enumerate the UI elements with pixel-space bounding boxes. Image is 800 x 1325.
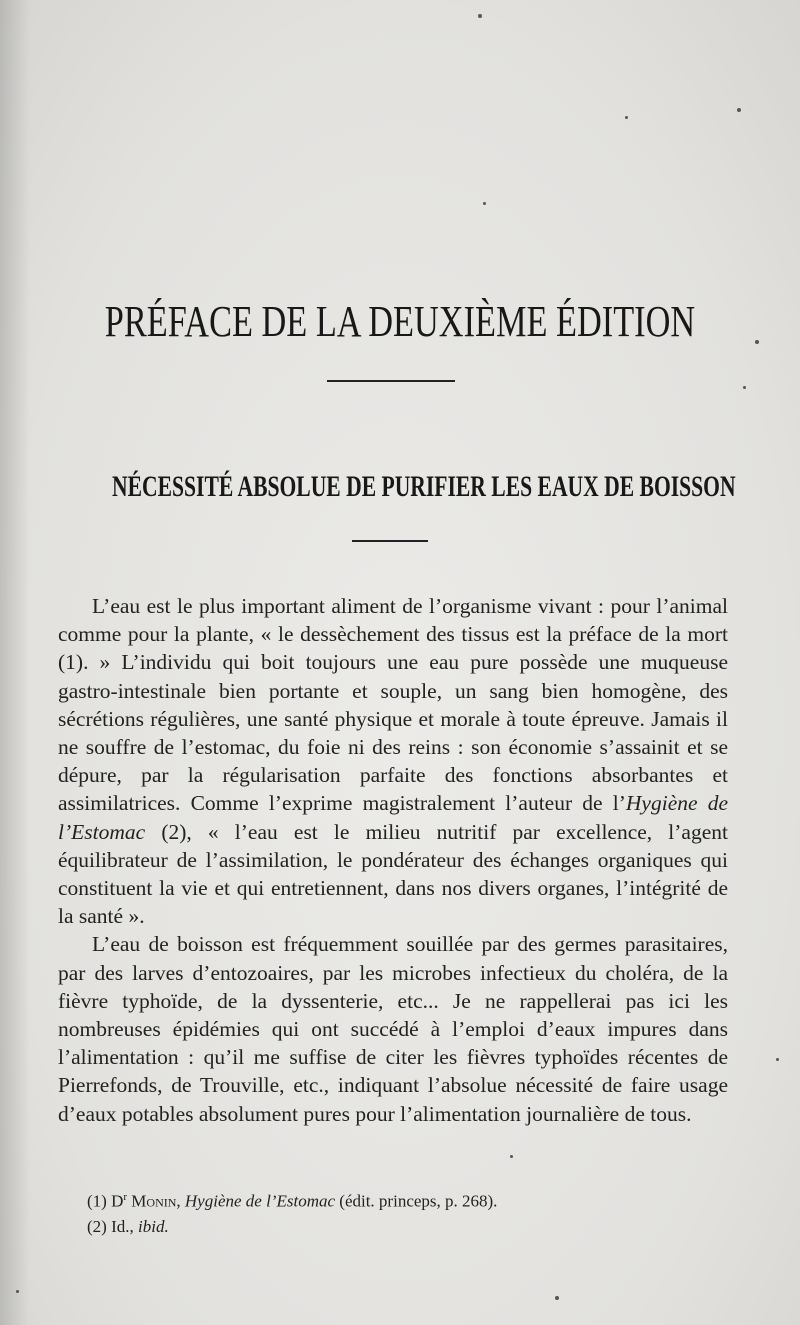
paragraph-2-text: L’eau de boisson est fréquemment souillée par des germes parasitaires, par des larves d’entozoaires, par les microbes infectieux du choléra, de la fièvre typhoïde, de la dyssenterie, etc... Je ne rappellerai pas ici les nombreuses épidémies qui ont succédé à l’emploi d’eaux impures dans l’alimentation : qu’il me suffise de citer les fièvres typhoïdes récentes de Pierrefonds, de Trouville, etc., indiquant l’absolue nécessité de faire usage d’eaux potables absolument pures pour l’alimentation journalière de tous. (58, 932, 728, 1126)
footnote-1: (1) $D^r$ Monin, Hygiène de l’Estomac (édit. princeps, p. 268). (87, 1191, 498, 1211)
footnote-1-author-sup: r (123, 1191, 128, 1203)
footnote-1-author-name: Monin (131, 1191, 177, 1211)
footnote-2-ibid: ibid. (138, 1216, 169, 1236)
body-text (58, 592, 728, 1128)
print-speck (776, 1058, 779, 1061)
footnote-2-ref: Id., (111, 1216, 134, 1236)
print-speck (16, 1290, 19, 1293)
footnote-2 (87, 1214, 747, 1239)
page-title: PRÉFACE DE LA DEUXIÈME ÉDITION (104, 297, 696, 346)
print-speck (555, 1296, 559, 1300)
print-speck (483, 202, 486, 205)
page-edge-shadow (0, 0, 30, 1325)
print-speck (510, 1155, 513, 1158)
section-heading: NÉCESSITÉ ABSOLUE DE PURIFIER LES EAUX DE BOISSON (112, 470, 736, 503)
paragraph-1-text-a: L’eau est le plus important aliment de l’organisme vivant : pour l’animal comme pour la plante, « le dessèchement des tissus est la préface de la mort (1). » L’individu qui boit toujours une eau pure possède une muqueuse gastro-intestinale bien portante et souple, un sang bien homogène, des sécrétions régulières, une santé physique et morale à toute épreuve. Jamais il ne souffre de l’estomac, du foie ni des reins : son économie s’assainit et se dépure, par la régularisation parfaite des fonctions absorbantes et assimilatrices. Comme l’exprime magistralement l’auteur de l’ (58, 594, 728, 816)
print-speck (743, 386, 746, 389)
footnote-1-marker: (1) (87, 1191, 107, 1211)
print-speck (755, 340, 759, 344)
print-speck (478, 14, 482, 18)
footnote-2-marker: (2) (87, 1216, 107, 1236)
paragraph-2 (58, 930, 728, 1127)
heading-divider (352, 540, 428, 542)
footnote-1-author-prefix: D (111, 1191, 124, 1211)
title-divider (327, 380, 455, 382)
print-speck (737, 108, 741, 112)
paragraph-1 (58, 592, 728, 930)
footnote-1-work: Hygiène de l’Estomac (184, 1191, 336, 1211)
footnotes (87, 1185, 747, 1239)
paragraph-1-text-b: (2), « l’eau est le milieu nutritif par excellence, l’agent équilibrateur de l’assimilation, le pondérateur des échanges organiques qui constituent la vie et qui entretiennent, dans nos divers organes, l’intégrité de la santé ». (58, 819, 728, 929)
print-speck (625, 116, 628, 119)
footnote-1-detail: (édit. princeps, p. 268). (339, 1191, 498, 1211)
paragraph-1-book-title: Hygiène de l’Estomac (58, 791, 728, 844)
